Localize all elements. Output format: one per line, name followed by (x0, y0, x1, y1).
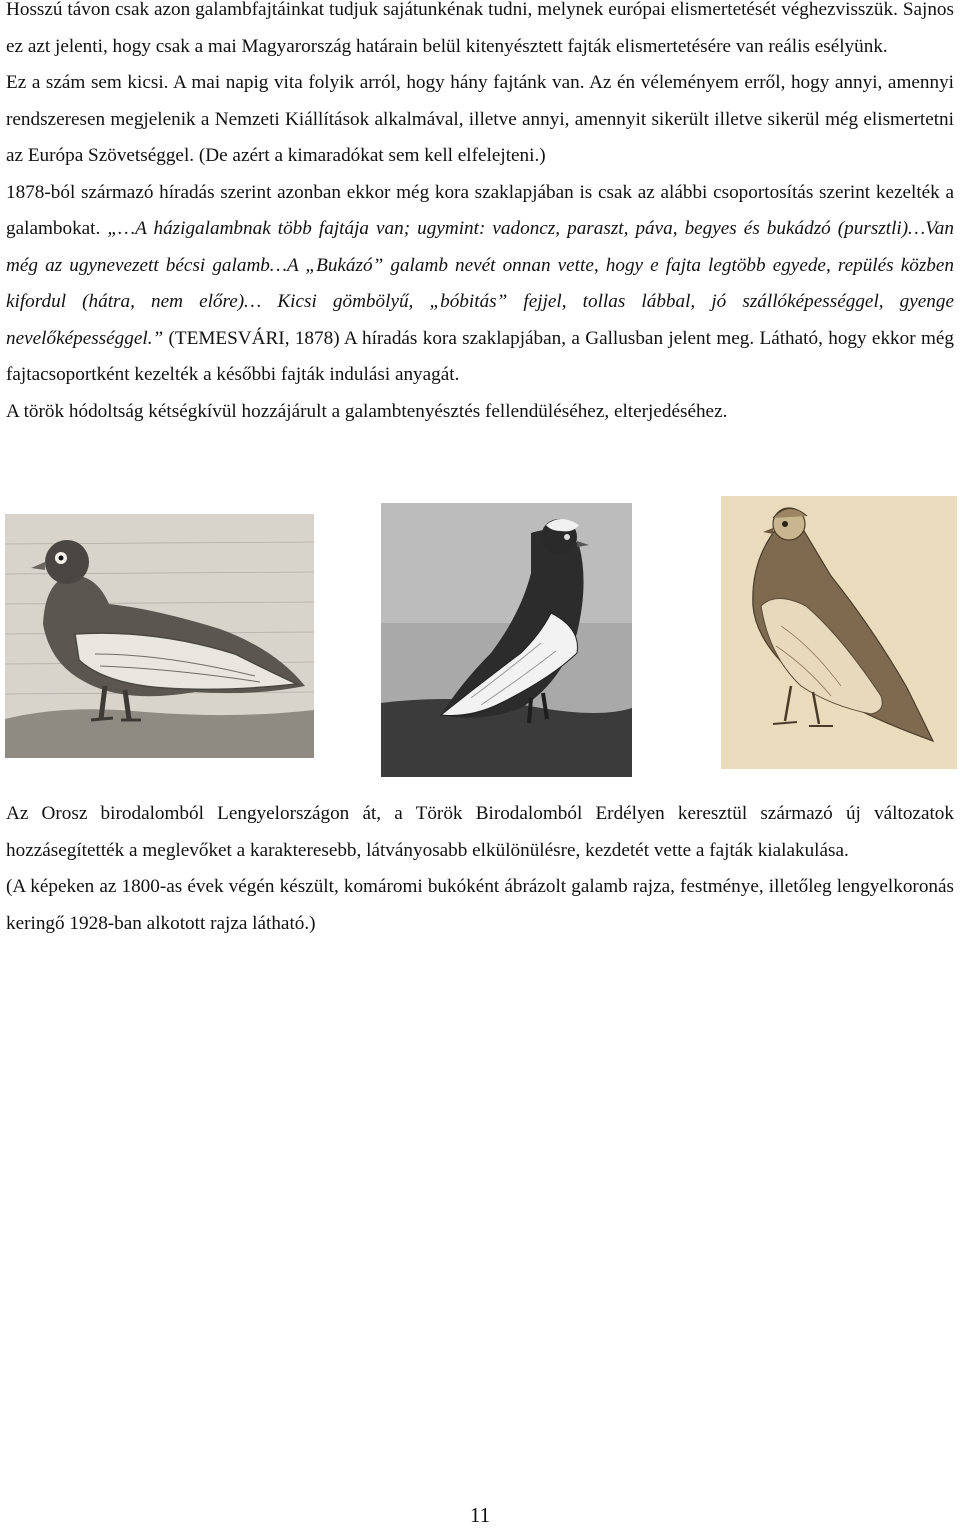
paragraph-1: Hosszú távon csak azon galambfajtáinkat tudjuk sajátunkénak tudni, melynek európai elismertetését véghezvisszük. Sajnos ez azt jelenti, hogy csak a mai Magyarország határain belül kitenyésztett fajták elismertetésére van reális esélyünk. (6, 0, 954, 57)
paragraph-3-intro: 1878-ból származó híradás szerint azonban ekkor még kora szaklapjában is csak az alábbi csoportosítás szerint kezelték a galambokat. (6, 181, 954, 239)
pigeon-painting-image (381, 503, 632, 777)
paragraph-5: Az Orosz birodalomból Lengyelországon át, a Török Birodalomból Erdélyen keresztül származó új változatok hozzásegítették a meglevőket a karakteresebb, látványosabb elkülönülésre, kezdetét vette a fajták kialakulása. (6, 803, 954, 861)
pigeon-sketch-image (721, 496, 957, 769)
pigeon-drawing-image (5, 514, 314, 758)
pigeon-painting-icon (381, 503, 632, 777)
pigeon-drawing-icon (5, 514, 314, 758)
paragraph-6: (A képeken az 1800-as évek végén készült, komáromi bukóként ábrázolt galamb rajza, festménye, illetőleg lengyelkoronás keringő 1928-ban alkotott rajza látható.) (6, 876, 954, 934)
paragraph-3-quote: „…A házigalambnak több fajtája van; ugymint: vadoncz, paraszt, páva, begyes és bukádzó (pursztli)…Van még az ugynevezett bécsi galamb…A „Bukázó” galamb nevét onnan vette, hogy e fajta legtöbb egyede, repülés közben kifordul (hátra, nem előre)… Kicsi gömbölyű, „bóbitás” fejjel, tollas lábbal, jó szállóképességgel, gyenge nevelőképességgel.” (6, 218, 954, 349)
pigeon-sketch-icon (721, 496, 957, 769)
page-body-lower (6, 796, 954, 942)
page-number: 11 (469, 1503, 491, 1527)
paragraph-3-outro: (TEMESVÁRI, 1878) A híradás kora szaklapjában, a Gallusban jelent meg. Látható, hogy ekkor még fajtacsoportként kezelték a későbbi fajták indulási anyagát. (6, 327, 954, 385)
paragraph-4: A török hódoltság kétségkívül hozzájárult a galambtenyésztés fellendüléséhez, elterjedéséhez. (6, 400, 728, 422)
paragraph-2: Ez a szám sem kicsi. A mai napig vita folyik arról, hogy hány fajtánk van. Az én véleményem erről, hogy annyi, amennyi rendszeresen megjelenik a Nemzeti Kiállítások alkalmával, illetve annyi, amennyit sikerült illetve sikerül még elismertetni az Európa Szövetséggel. (De azért a kimaradókat sem kell elfelejteni.) (6, 72, 954, 166)
